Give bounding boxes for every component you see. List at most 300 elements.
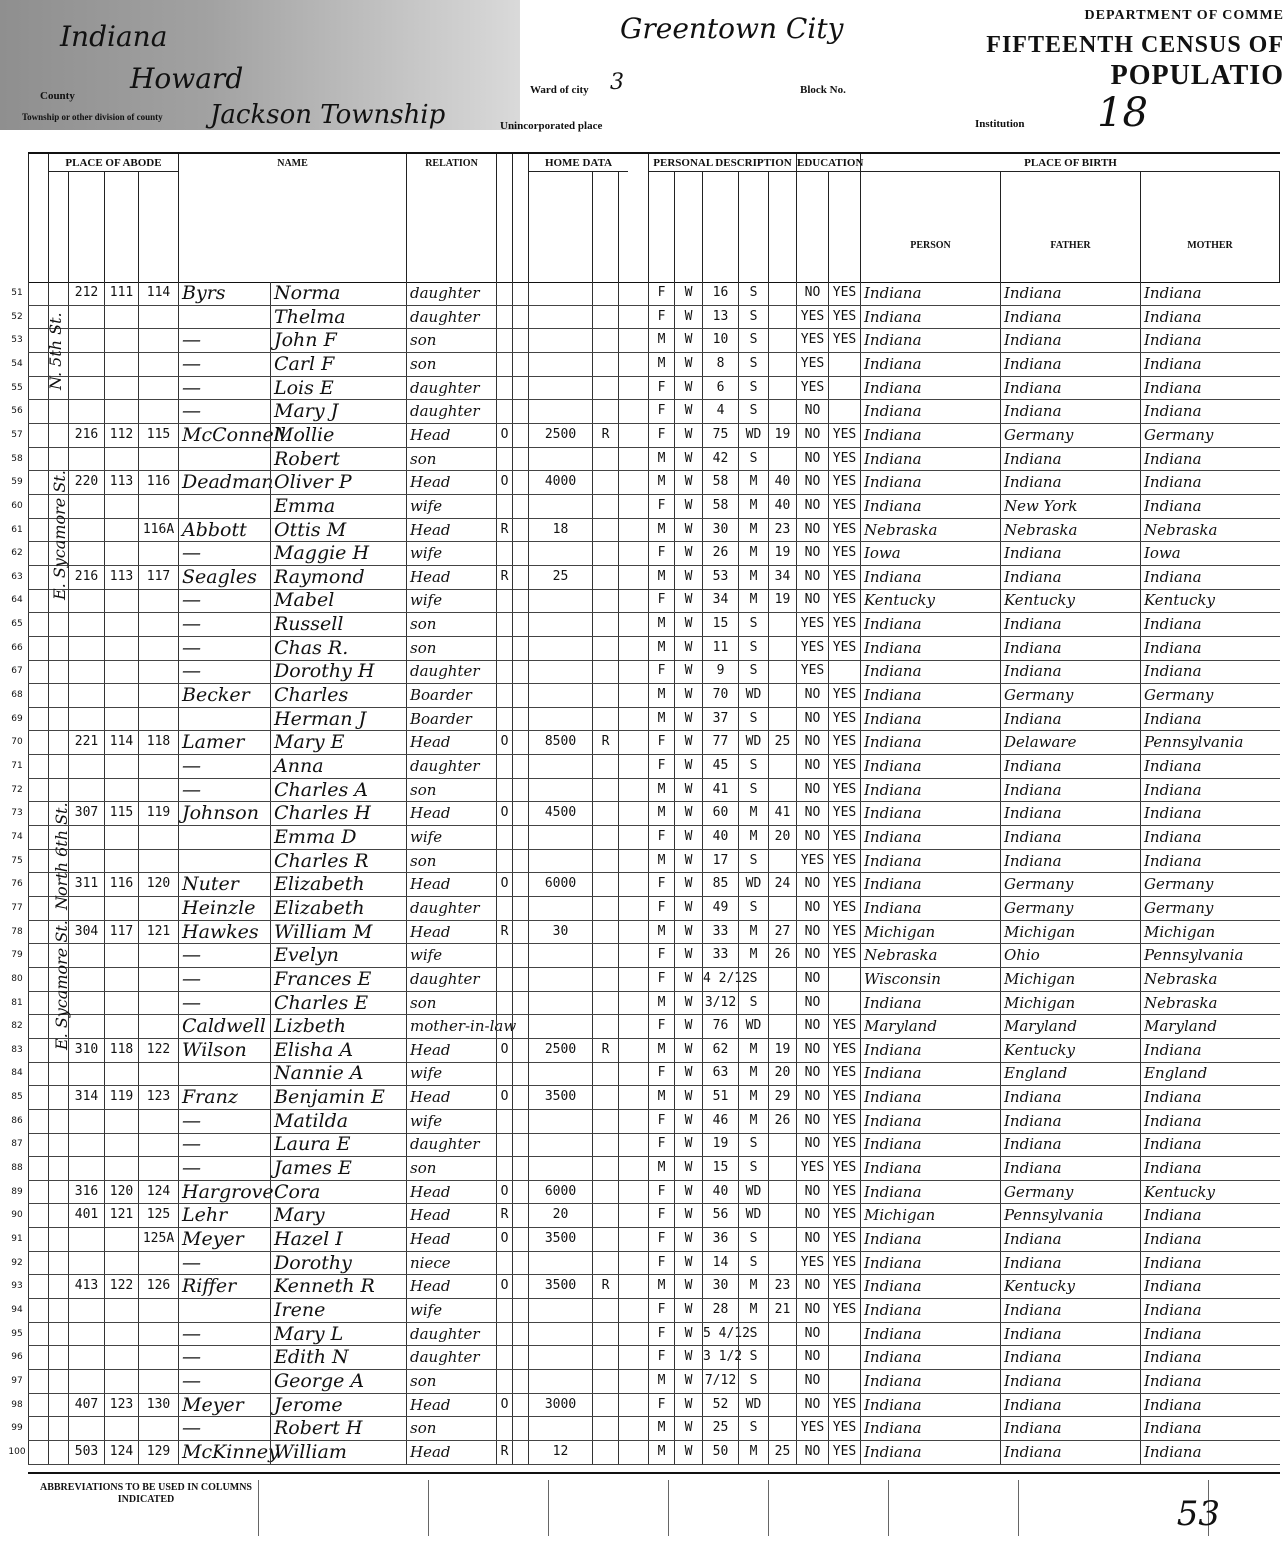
cell-rd: YES [828,282,860,305]
cell-dw [104,306,138,329]
cell-race: W [674,1417,702,1440]
cell-rad [592,613,618,636]
cell-rad [592,282,618,305]
cell-bp: Wisconsin [860,968,1000,991]
cell-blank [618,1110,648,1133]
cell-house: 316 [68,1181,104,1204]
table-row [11,305,1280,330]
cell-blank [48,1275,68,1298]
cell-given: Jerome [270,1394,406,1417]
cell-rd [828,968,860,991]
cell-ms: M [738,471,768,494]
cell-fam: 117 [138,566,178,589]
table-row [11,967,1280,992]
cell-n: 93 [11,1281,23,1292]
cell-age: 30 [702,519,738,542]
cell-blank [512,1228,528,1251]
cell-am [768,684,796,707]
cell-rel: son [406,1157,496,1180]
cell-house [68,1417,104,1440]
cell-blank [618,613,648,636]
cell-ms: S [738,1370,768,1393]
cell-rad [592,968,618,991]
cell-mb: Indiana [1140,306,1280,329]
cell-house [68,944,104,967]
cell-ow: R [496,566,512,589]
cell-race: W [674,708,702,731]
cell-n: 86 [11,1115,23,1126]
cell-house [68,1370,104,1393]
cell-sch: NO [796,1133,828,1156]
cell-house [68,684,104,707]
cell-blank [618,826,648,849]
cell-fb: Indiana [1000,850,1140,873]
cell-race: W [674,1181,702,1204]
cell-ow [496,495,512,518]
cell-given: John F [270,329,406,352]
table-row [11,1015,1280,1039]
cell-bp: Indiana [860,1062,1000,1085]
cell-blank [512,282,528,305]
cell-sch: NO [796,779,828,802]
cell-dw [104,1299,138,1322]
cell-mb: Nebraska [1140,519,1280,542]
cell-fam [138,968,178,991]
cell-age: 30 [702,1275,738,1298]
cell-ms: WD [738,1204,768,1227]
table-row [11,376,1280,401]
cell-blank [512,1275,528,1298]
cell-am [768,779,796,802]
cell-sch: NO [796,968,828,991]
cell-sex: F [648,1133,674,1156]
cell-ow [496,779,512,802]
cell-sex: M [648,1275,674,1298]
cell-dw: 111 [104,282,138,305]
cell-bp: Iowa [860,542,1000,565]
table-row [11,755,1280,779]
cell-val [528,1015,592,1038]
cell-sex: M [648,471,674,494]
cell-age: 17 [702,850,738,873]
cell-age: 52 [702,1394,738,1417]
cell-fam [138,1252,178,1275]
cell-val [528,1062,592,1085]
cell-dw [104,1157,138,1180]
cell-bp: Indiana [860,1228,1000,1251]
cell-am [768,968,796,991]
cell-sex: M [648,613,674,636]
cell-val [528,542,592,565]
col-family [138,172,178,282]
cell-mb: Germany [1140,897,1280,920]
cell-am [768,708,796,731]
cell-race: W [674,1133,702,1156]
cell-mb: Pennsylvania [1140,944,1280,967]
cell-sch: NO [796,471,828,494]
cell-rad [592,542,618,565]
cell-fb: Indiana [1000,779,1140,802]
cell-given: Charles H [270,802,406,825]
cell-age: 56 [702,1204,738,1227]
cell-ow: O [496,1228,512,1251]
cell-house [68,400,104,423]
cell-val [528,1323,592,1346]
cell-house [68,850,104,873]
cell-sch: NO [796,495,828,518]
cell-blank [618,755,648,778]
cell-blank [618,921,648,944]
cell-sex: F [648,1181,674,1204]
cell-dw [104,897,138,920]
cell-race: W [674,282,702,305]
cell-fam [138,637,178,660]
cell-rel: Head [406,424,496,447]
cell-rel: daughter [406,755,496,778]
cell-n: 100 [8,1446,26,1457]
cell-fb: Indiana [1000,542,1140,565]
cell-dw [104,1110,138,1133]
township-value: Jackson Township [210,100,446,130]
cell-sur: — [178,1110,270,1133]
cell-race: W [674,353,702,376]
cell-ms: S [738,1228,768,1251]
footer-block [888,1480,889,1536]
cell-n: 57 [11,429,23,440]
cell-val: 3000 [528,1394,592,1417]
cell-n: 78 [11,926,23,937]
cell-fam [138,850,178,873]
cell-blank [28,282,48,305]
cell-house [68,1299,104,1322]
cell-blank [48,448,68,471]
cell-fb: Indiana [1000,377,1140,400]
cell-race: W [674,897,702,920]
cell-am [768,448,796,471]
cell-rel: Head [406,802,496,825]
cell-blank [512,471,528,494]
cell-n: 72 [11,784,23,795]
cell-blank [512,1323,528,1346]
cell-sur: — [178,1133,270,1156]
cell-val [528,1252,592,1275]
cell-ow [496,850,512,873]
cell-bp: Indiana [860,1157,1000,1180]
cell-mb: Indiana [1140,353,1280,376]
cell-rd: YES [828,329,860,352]
cell-race: W [674,519,702,542]
cell-rd: YES [828,637,860,660]
sheet-number: 18 [1097,90,1148,136]
cell-ms: S [738,637,768,660]
cell-fb: Indiana [1000,660,1140,683]
cell-blank [28,1394,48,1417]
cell-fam [138,542,178,565]
cell-bp: Indiana [860,755,1000,778]
cell-rel: son [406,448,496,471]
cell-age: 13 [702,306,738,329]
cell-am: 20 [768,826,796,849]
cell-fb: Delaware [1000,731,1140,754]
cell-fam [138,589,178,612]
cell-age: 14 [702,1252,738,1275]
cell-dw [104,329,138,352]
cell-sch: NO [796,1086,828,1109]
cell-rad [592,755,618,778]
cell-rd: YES [828,850,860,873]
cell-sex: M [648,566,674,589]
cell-sex: F [648,944,674,967]
cell-blank [618,1323,648,1346]
cell-fam [138,1346,178,1369]
col-read-write [828,172,860,282]
cell-fb: Germany [1000,873,1140,896]
cell-n: 83 [11,1044,23,1055]
cell-blank [48,660,68,683]
cell-rad [592,1323,618,1346]
table-row [11,778,1280,803]
cell-am: 40 [768,471,796,494]
cell-am [768,1228,796,1251]
cell-rel: daughter [406,897,496,920]
cell-am: 40 [768,495,796,518]
cell-fam: 121 [138,921,178,944]
cell-age: 40 [702,1181,738,1204]
cell-mb: Germany [1140,873,1280,896]
cell-rd: YES [828,1204,860,1227]
cell-mb: Indiana [1140,1133,1280,1156]
cell-fam [138,779,178,802]
table-row [11,1322,1280,1347]
cell-sur: — [178,755,270,778]
cell-ow: R [496,921,512,944]
cell-given: Mabel [270,589,406,612]
cell-race: W [674,826,702,849]
cell-sch: NO [796,1299,828,1322]
cell-given: Emma [270,495,406,518]
cell-blank [618,684,648,707]
cell-am [768,1252,796,1275]
cell-blank [28,944,48,967]
street-note-c: North 6th St. [52,802,71,910]
cell-n: 71 [11,761,23,771]
cell-dw: 118 [104,1039,138,1062]
cell-blank [512,1346,528,1369]
cell-blank [618,1133,648,1156]
cell-given: William M [270,921,406,944]
cell-blank [618,566,648,589]
cell-race: W [674,1323,702,1346]
cell-ms: S [738,329,768,352]
cell-age: 45 [702,755,738,778]
cell-fb: Indiana [1000,306,1140,329]
cell-age: 58 [702,471,738,494]
cell-age: 33 [702,921,738,944]
col-birth-person [860,172,1000,282]
cell-am [768,282,796,305]
cell-fb: Indiana [1000,1252,1140,1275]
cell-blank [28,660,48,683]
cell-race: W [674,1110,702,1133]
cell-am [768,637,796,660]
cell-age: 26 [702,542,738,565]
col-radio [592,172,618,282]
cell-ow [496,353,512,376]
cell-race: W [674,779,702,802]
cell-age: 9 [702,660,738,683]
cell-rd [828,377,860,400]
cell-age: 49 [702,897,738,920]
cell-fb: Indiana [1000,1417,1140,1440]
cell-ms: M [738,589,768,612]
cell-blank [618,1015,648,1038]
cell-sex: F [648,968,674,991]
table-row [11,1133,1280,1157]
cell-given: Anna [270,755,406,778]
cell-fam: 123 [138,1086,178,1109]
cell-am [768,897,796,920]
cell-sex: M [648,684,674,707]
cell-val [528,1133,592,1156]
cell-am: 19 [768,1039,796,1062]
cell-am: 21 [768,1299,796,1322]
cell-am: 24 [768,873,796,896]
cell-fam [138,755,178,778]
cell-blank [48,1346,68,1369]
cell-blank [618,282,648,305]
col-name [178,154,406,282]
cell-fam [138,1110,178,1133]
place-of-abode-header: PLACE OF ABODE [48,154,178,172]
cell-ow [496,1062,512,1085]
cell-house [68,353,104,376]
cell-rel: niece [406,1252,496,1275]
cell-race: W [674,566,702,589]
cell-fb: Indiana [1000,566,1140,589]
cell-n: 55 [11,382,23,393]
cell-house [68,1323,104,1346]
cell-ow [496,1346,512,1369]
col-farm [618,172,648,282]
cell-ow [496,329,512,352]
cell-rd: YES [828,1275,860,1298]
cell-rel: daughter [406,400,496,423]
cell-sex: F [648,1204,674,1227]
block-label: Block No. [800,84,846,96]
cell-blank [48,1441,68,1464]
cell-rad [592,1181,618,1204]
cell-ow [496,708,512,731]
cell-fb: Indiana [1000,1370,1140,1393]
cell-bp: Indiana [860,471,1000,494]
county-label: County [40,90,75,102]
cell-ms: S [738,755,768,778]
cell-rel: Head [406,1039,496,1062]
cell-sur: Hawkes [178,921,270,944]
cell-val [528,968,592,991]
cell-race: W [674,1394,702,1417]
cell-age: 15 [702,613,738,636]
cell-given: Emma D [270,826,406,849]
cell-mb: Indiana [1140,1441,1280,1464]
cell-given: Kenneth R [270,1275,406,1298]
cell-am: 23 [768,1275,796,1298]
cell-n: 98 [11,1399,23,1410]
cell-rel: son [406,613,496,636]
name-header: NAME [277,158,308,169]
cell-blank [512,589,528,612]
cell-given: William [270,1441,406,1464]
cell-given: Matilda [270,1110,406,1133]
cell-blank [28,826,48,849]
cell-n: 51 [11,288,23,298]
cell-dw [104,850,138,873]
cell-rd: YES [828,684,860,707]
cell-dw: 113 [104,471,138,494]
relation-header: RELATION [425,158,478,169]
cell-race: W [674,802,702,825]
cell-sur: — [178,613,270,636]
cell-val [528,1157,592,1180]
footer-block [1018,1480,1019,1536]
table-row [11,447,1280,472]
table-row [11,896,1280,921]
cell-fam [138,377,178,400]
cell-race: W [674,471,702,494]
personal-header: PERSONAL DESCRIPTION [648,154,796,172]
cell-fb: Indiana [1000,282,1140,305]
cell-race: W [674,968,702,991]
cell-blank [28,897,48,920]
cell-blank [618,1204,648,1227]
cell-rel: mother-in-law [406,1015,496,1038]
cell-mb: Indiana [1140,1110,1280,1133]
cell-sex: F [648,731,674,754]
cell-given: Charles A [270,779,406,802]
cell-rel: wife [406,826,496,849]
col-value [528,172,592,282]
cell-ms: S [738,850,768,873]
cell-sex: M [648,637,674,660]
cell-am [768,1346,796,1369]
cell-bp: Indiana [860,613,1000,636]
city-value: Greentown City [620,12,844,45]
cell-am: 41 [768,802,796,825]
cell-bp: Indiana [860,448,1000,471]
cell-val: 20 [528,1204,592,1227]
cell-race: W [674,1204,702,1227]
cell-rad [592,779,618,802]
table-row [11,684,1280,708]
cell-ms: S [738,1133,768,1156]
cell-val: 2500 [528,1039,592,1062]
cell-ow [496,1015,512,1038]
cell-blank [48,1323,68,1346]
cell-given: Dorothy H [270,660,406,683]
cell-blank [618,329,648,352]
cell-ms: M [738,1299,768,1322]
cell-fam: 122 [138,1039,178,1062]
cell-blank [618,944,648,967]
cell-rel: Head [406,519,496,542]
cell-rel: Head [406,873,496,896]
cell-rd [828,1346,860,1369]
cell-bp: Indiana [860,400,1000,423]
cell-n: 79 [11,950,23,961]
cell-sex: M [648,802,674,825]
table-row [11,1062,1280,1086]
cell-race: W [674,1015,702,1038]
